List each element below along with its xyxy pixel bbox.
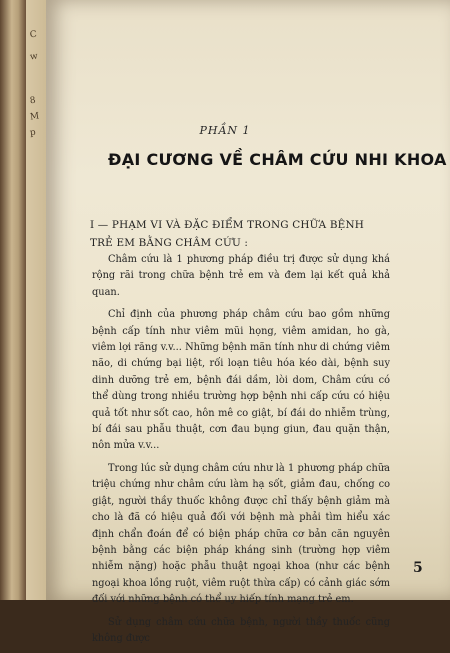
previous-page-edge (26, 0, 47, 600)
paragraph: Châm cứu là 1 phương pháp điều trị được sử dụng khá rộng rãi trong chữa bệnh trẻ em và đem lại kết quả khả quan. (92, 254, 390, 298)
page-number: 5 (413, 560, 423, 576)
paragraph: Sử dụng châm cứu chữa bệnh, người thầy thuốc cũng không được (92, 616, 390, 644)
paragraph: Chỉ định của phương pháp châm cứu bao gồm những bệnh cấp tính như viêm mũi họng, viêm amidan, ho gà, viêm lợi răng v.v... Những bệnh mãn tính như di chứng viêm não, di chứng bại liệt, rối loạn tiêu hóa kéo dài, bệnh suy dinh dưỡng trẻ em, bệnh đái dầm, lòi dom, Châm cứu có thể dùng trong nhiều trường hợp bệnh nhi cấp cứu có hiệu quả tốt như sốt cao, hôn mê co giật, bí đái do nhiễm trùng, bí đái sau phẫu thuật, cơn đau bụng giun, đau quặn thận, nôn mửa v.v... (92, 309, 390, 452)
previous-page-glyph: M (29, 111, 40, 123)
paragraph: Trong lúc sử dụng châm cứu như là 1 phương pháp chữa triệu chứng như châm cứu làm hạ sốt, giảm đau, chống co giật, người thầy thuốc không được chỉ thấy bệnh giảm mà cho là đã có hiệu quả đối với bệnh mà phải tìm hiểu xác định chẩn đoán để có biện pháp chữa cơ bản căn nguyên bệnh bằng các biện pháp kháng sinh (trường hợp viêm nhiễm nặng) hoặc phẫu thuật ngoại khoa (như các bệnh ngoại khoa lồng ruột, viêm ruột thừa cấp) có cảnh giác sớm đối với những bệnh có thể uy hiếp tính mạng trẻ em. (92, 462, 390, 606)
chapter-title: ĐẠI CƯƠNG VỀ CHÂM CỨU NHI KHOA (108, 150, 447, 169)
book-spine-edge (0, 0, 26, 600)
previous-page-glyph: w (29, 51, 39, 63)
previous-page-glyph: 8 (29, 95, 37, 107)
part-label: PHẦN 1 (199, 124, 251, 137)
section-heading: I — PHẠM VI VÀ ĐẶC ĐIỂM TRONG CHỮA BỆNH TRẺ EM BẰNG CHÂM CỨU : (90, 219, 364, 249)
body-text (92, 252, 390, 653)
previous-page-glyph: p (29, 127, 37, 139)
previous-page-glyph: C (29, 29, 38, 41)
